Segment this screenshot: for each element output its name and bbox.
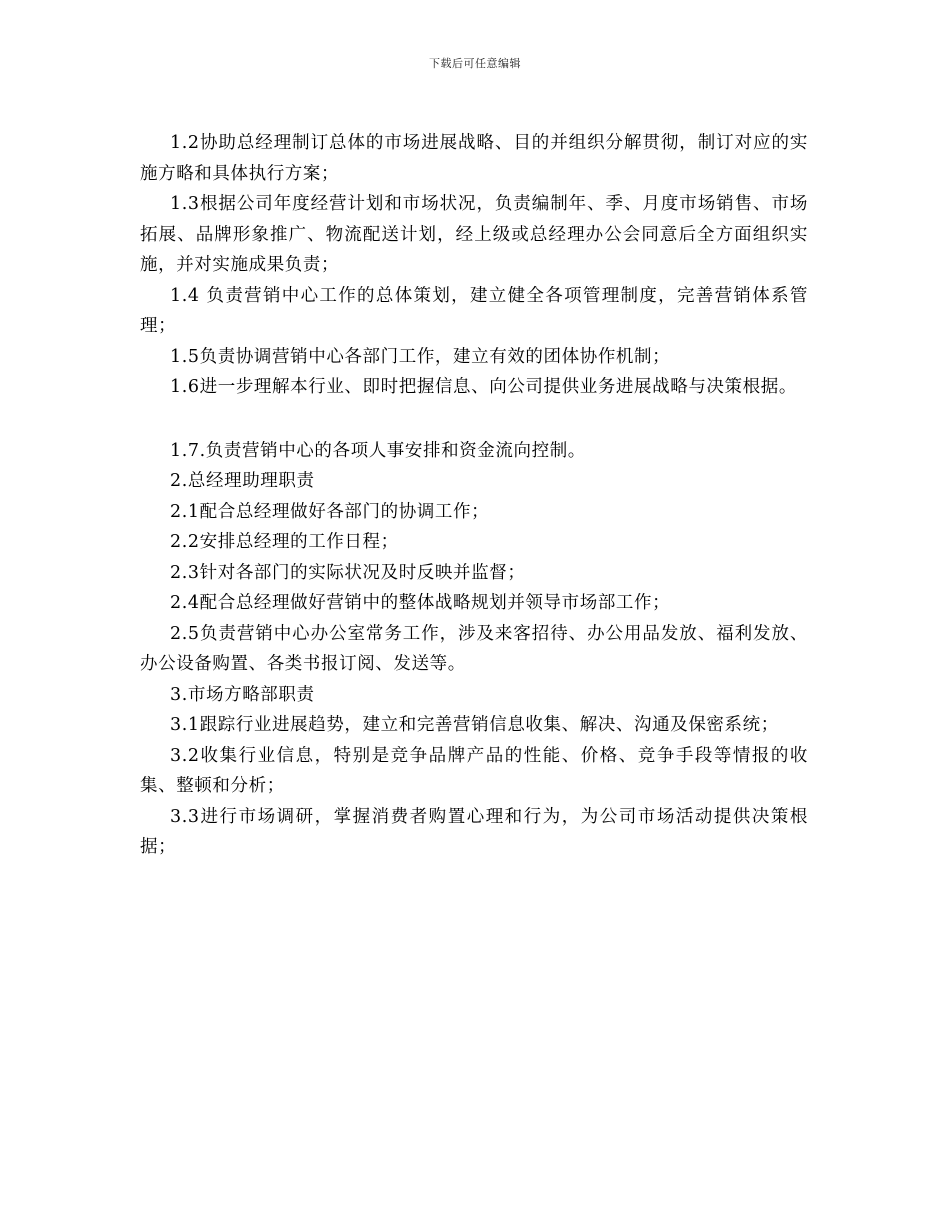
paragraph-2-1: 2.1配合总经理做好各部门的协调工作； <box>170 501 490 522</box>
paragraph-gap <box>140 403 808 436</box>
paragraph-2-4: 2.4配合总经理做好营销中的整体战略规划并领导市场部工作； <box>170 593 671 613</box>
paragraph-1-5: 1.5负责协调营销中心各部门工作，建立有效的团体协作机制； <box>170 346 671 367</box>
page-header: 下载后可任意编辑 <box>429 57 521 70</box>
paragraph-1-7: 1.7.负责营销中心的各项人事安排和资金流向控制。 <box>170 440 586 461</box>
document-body <box>140 128 808 863</box>
paragraph-1-2: 1.2协助总经理制订总体的市场进展战略、目的并组织分解贯彻，制订对应的实施方略和具体执行方案； <box>140 133 808 184</box>
paragraph-2-2: 2.2安排总经理的工作日程； <box>170 532 399 552</box>
paragraph-3-2: 3.2收集行业信息，特别是竞争品牌产品的性能、价格、竞争手段等情报的收集、整顿和分析； <box>140 745 808 796</box>
section-heading-3: 3.市场方略部职责 <box>170 684 315 705</box>
paragraph-1-6: 1.6进一步理解本行业、即时把握信息、向公司提供业务进展战略与决策根据。 <box>170 377 797 397</box>
paragraph-2-5: 2.5负责营销中心办公室常务工作，涉及来客招待、办公用品发放、福利发放、办公设备购置、各类书报订阅、发送等。 <box>140 623 808 674</box>
section-heading-2: 2.总经理助理职责 <box>170 471 315 491</box>
paragraph-2-3: 2.3针对各部门的实际状况及时反映并监督； <box>170 562 526 583</box>
paragraph-1-4: 1.4 负责营销中心工作的总体策划，建立健全各项管理制度，完善营销体系管理； <box>140 285 808 336</box>
paragraph-3-1: 3.1跟踪行业进展趋势，建立和完善营销信息收集、解决、沟通及保密系统； <box>170 715 779 735</box>
paragraph-3-3: 3.3进行市场调研，掌握消费者购置心理和行为，为公司市场活动提供决策根据； <box>140 806 808 857</box>
paragraph-1-3: 1.3根据公司年度经营计划和市场状况，负责编制年、季、月度市场销售、市场拓展、品牌形象推广、物流配送计划，经上级或总经理办公会同意后全方面组织实施，并对实施成果负责； <box>140 194 808 275</box>
